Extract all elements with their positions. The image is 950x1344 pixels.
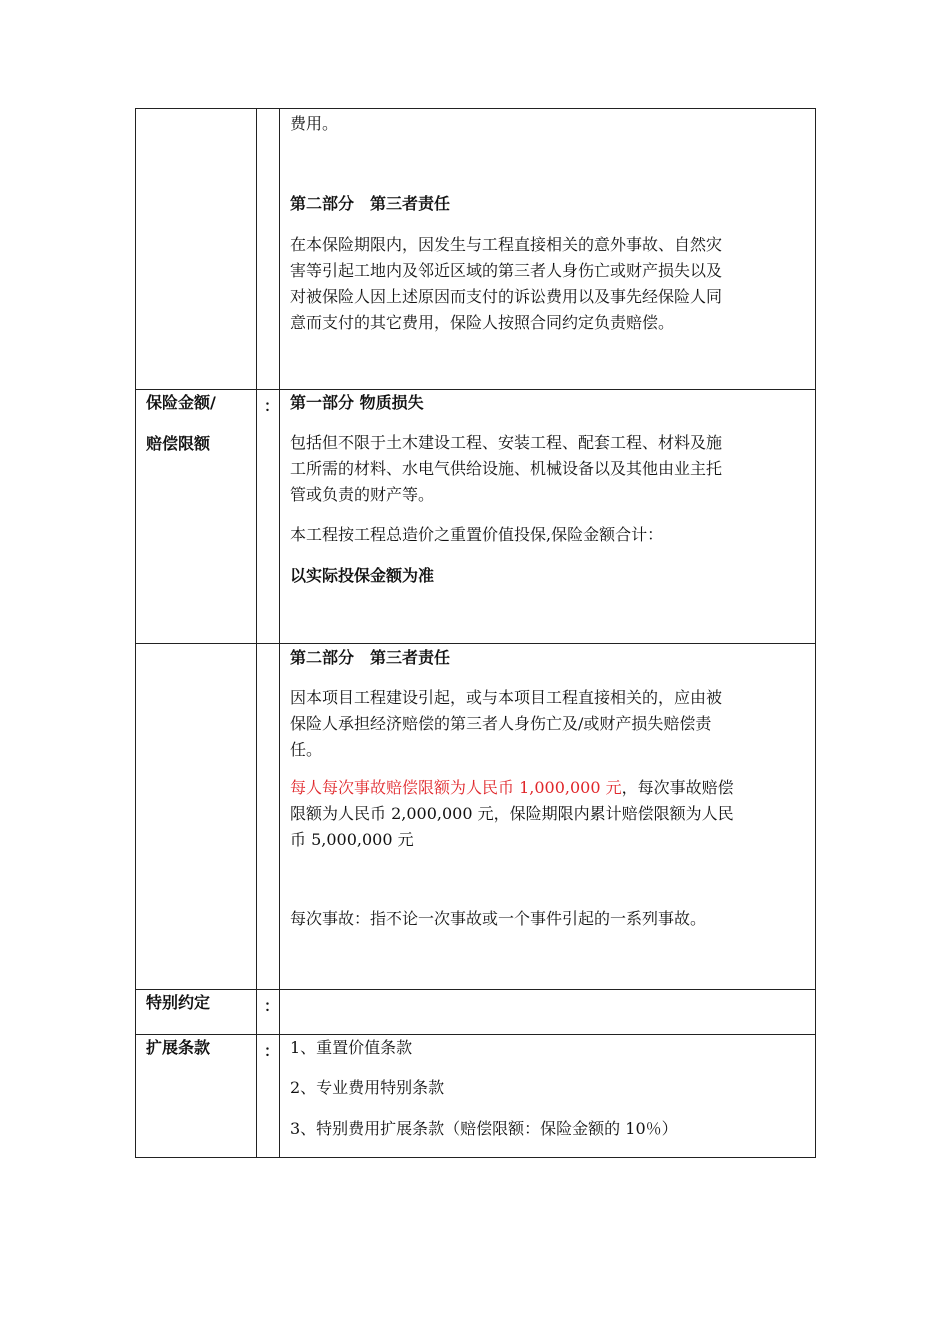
policy-table: [135, 108, 816, 1158]
row3-line-1: 因本项目工程建设引起，或与本项目工程直接相关的，应由被: [290, 688, 723, 707]
row3-definition: 每次事故：指不论一次事故或一个事件引起的一系列事故。: [290, 909, 707, 928]
extension-clauses-label: 扩展条款: [146, 1038, 211, 1057]
row3-limit-line-3: 币 5,000,000 元: [290, 830, 414, 849]
row-divider-1: [136, 389, 815, 390]
row1-line-2: 害等引起工地内及邻近区域的第三者人身伤亡或财产损失以及: [290, 261, 723, 280]
row1-line-4: 意而支付的其它费用，保险人按照合同约定负责赔偿。: [290, 313, 675, 332]
row2-line-1: 包括但不限于土木建设工程、安装工程、配套工程、材料及施: [290, 433, 723, 452]
row2-amount: 以实际投保金额为准: [290, 566, 435, 585]
row1-heading: 第二部分 第三者责任: [290, 194, 451, 213]
row3-line-3: 任。: [290, 740, 323, 759]
row4-colon: ：: [264, 997, 280, 1015]
row1-line-1: 在本保险期限内，因发生与工程直接相关的意外事故、自然灾: [290, 235, 723, 254]
extension-item-3: 3、特别费用扩展条款（赔偿限额：保险金额的 10％）: [290, 1119, 678, 1138]
insured-amount-label: 保险金额/: [146, 393, 216, 412]
per-accident-limit-start: ，每次事故赔偿: [621, 778, 734, 797]
extension-item-2: 2、专业费用特别条款: [290, 1078, 445, 1097]
row3-line-2: 保险人承担经济赔偿的第三者人身伤亡及/或财产损失赔偿责: [290, 714, 712, 733]
row2-colon: ：: [264, 397, 280, 415]
row5-colon: ：: [264, 1042, 280, 1060]
col-divider-1: [256, 109, 257, 1157]
col-divider-2: [279, 109, 280, 1157]
row2-line-2: 工所需的材料、水电气供给设施、机械设备以及其他由业主托: [290, 459, 723, 478]
row3-limit-line-1: [290, 775, 734, 801]
row-divider-3: [136, 989, 815, 990]
per-person-limit: 每人每次事故赔偿限额为人民币 1,000,000 元: [290, 778, 622, 797]
row-divider-2: [136, 643, 815, 644]
row2-line-3: 管或负责的财产等。: [290, 485, 435, 504]
row-divider-4: [136, 1034, 815, 1035]
row2-basis: 本工程按工程总造价之重置价值投保,保险金额合计：: [290, 525, 664, 544]
row1-continuation: 费用。: [290, 114, 339, 133]
row3-heading: 第二部分 第三者责任: [290, 648, 451, 667]
insured-amount-label-2: 赔偿限额: [146, 434, 211, 453]
extension-item-1: 1、重置价值条款: [290, 1038, 413, 1057]
row3-limit-line-2: 限额为人民币 2,000,000 元，保险期限内累计赔偿限额为人民: [290, 804, 734, 823]
row2-heading: 第一部分 物质损失: [290, 393, 424, 412]
special-agreement-label: 特别约定: [146, 993, 211, 1012]
row1-line-3: 对被保险人因上述原因而支付的诉讼费用以及事先经保险人同: [290, 287, 723, 306]
